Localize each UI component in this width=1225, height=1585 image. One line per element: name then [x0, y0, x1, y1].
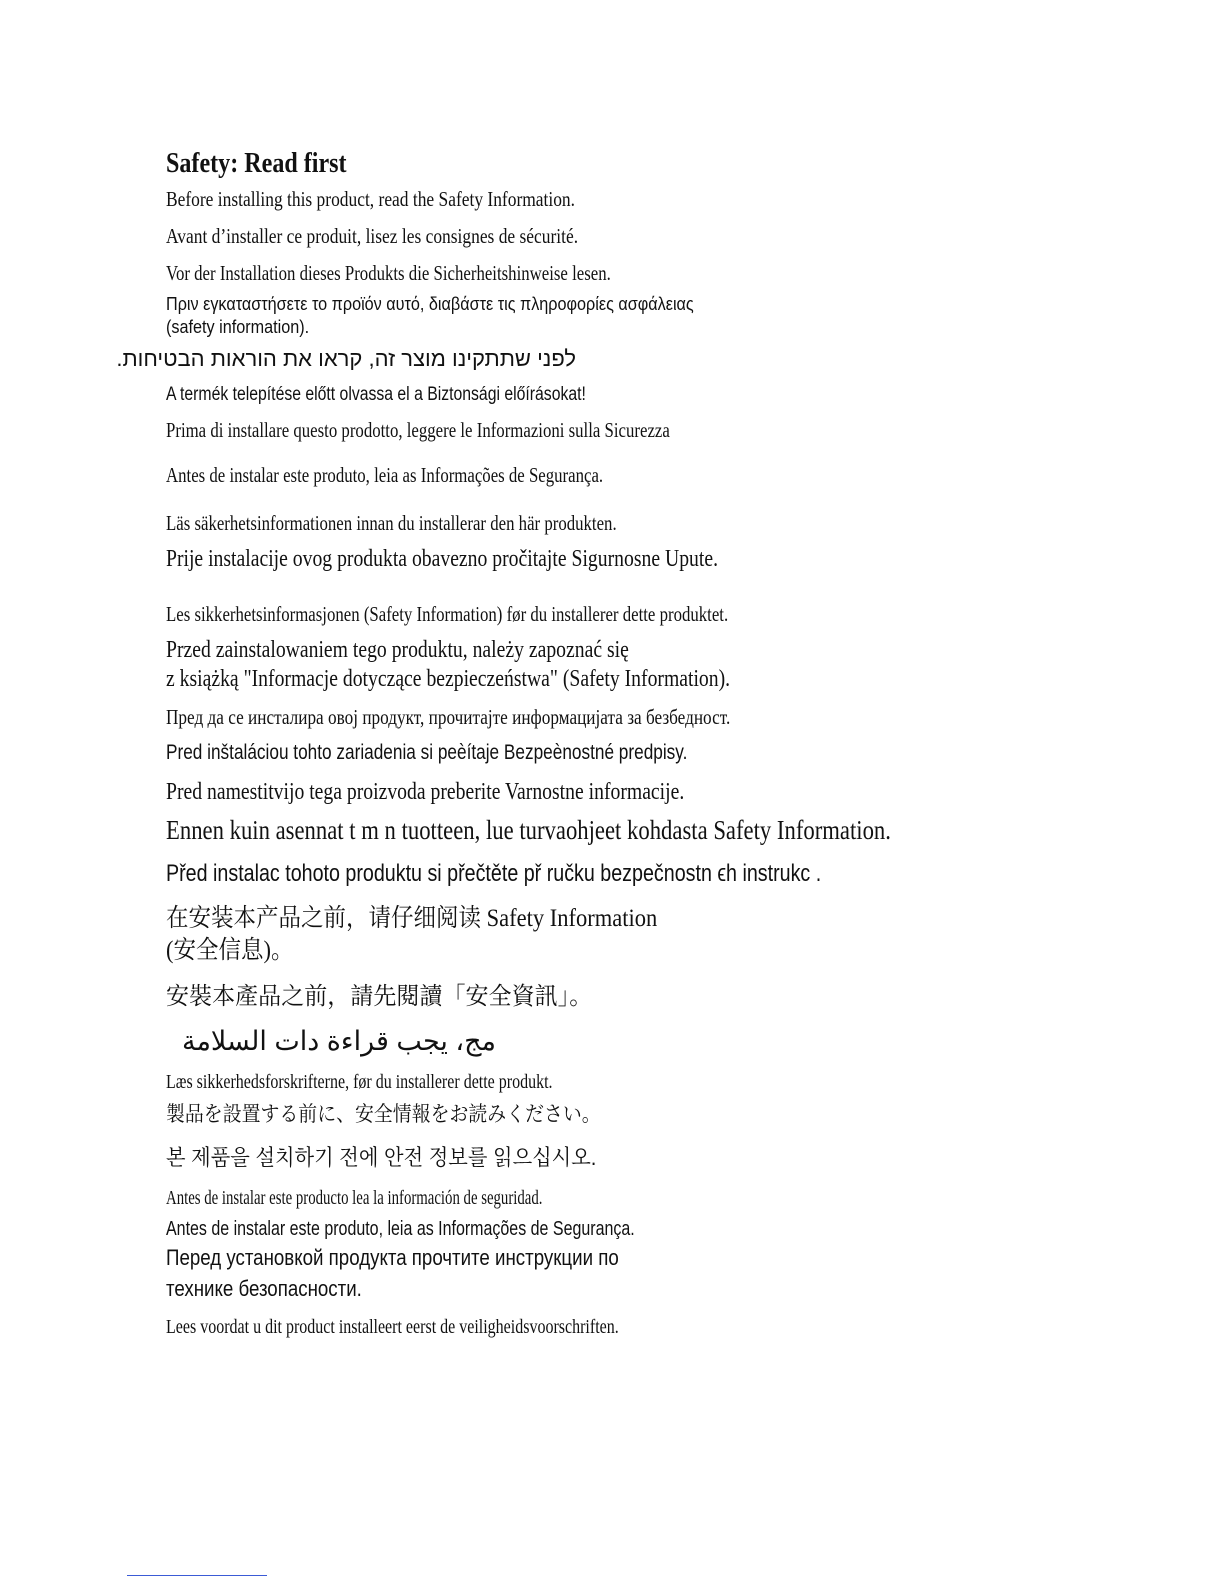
safety-line-finnish: Ennen kuin asennat t m n tuotteen, lue turvaohjeet kohdasta Safety Information. — [166, 815, 891, 845]
safety-line-russian: Перед установкой продукта прочтите инструкции по — [166, 1245, 619, 1270]
safety-line-simplified-chinese-cont: (安全信息)。 — [166, 937, 294, 964]
safety-line-polish-cont: z książką "Informacje dotyczące bezpieczeństwa" (Safety Information). — [166, 666, 731, 692]
safety-line-hebrew: לפני שתתקינו מוצר זה, קראו את הוראות הבטיחות. — [116, 346, 576, 371]
safety-line-danish: Læs sikkerhedsforskrifterne, før du installerer dette produkt. — [166, 1071, 553, 1093]
safety-line-greek: Πριν εγκαταστήσετε το προϊόν αυτό, διαβάστε τις πληροφορίες ασφάλειας — [166, 294, 694, 314]
safety-line-spanish: Antes de instalar este producto lea la información de seguridad. — [166, 1187, 543, 1209]
safety-line-simplified-chinese: 在安装本产品之前，请仔细阅读 Safety Information — [166, 905, 658, 932]
safety-line-arabic: مج، يجب قراءة دات السلامة — [181, 1026, 496, 1056]
page-title: Safety: Read first — [166, 148, 347, 179]
safety-line-german: Vor der Installation dieses Produkts die Sicherheitshinweise lesen. — [166, 261, 611, 285]
footer-rule — [127, 1575, 267, 1576]
safety-line-portuguese: Antes de instalar este produto, leia as Informações de Segurança. — [166, 463, 604, 487]
safety-line-brazilian-portuguese: Antes de instalar este produto, leia as Informações de Segurança. — [166, 1218, 635, 1240]
safety-line-dutch: Lees voordat u dit product installeert eerst de veiligheidsvoorschriften. — [166, 1316, 619, 1338]
safety-line-macedonian: Пред да се инсталира овој продукт, прочитајте информацијата за безбедност. — [166, 705, 731, 729]
safety-line-italian: Prima di installare questo prodotto, leggere le Informazioni sulla Sicurezza — [166, 418, 670, 442]
safety-line-russian-cont: технике безопасности. — [166, 1276, 362, 1301]
safety-line-polish: Przed zainstalowaniem tego produktu, należy zapoznać się — [166, 637, 629, 663]
safety-line-greek-cont: (safety information). — [166, 317, 310, 337]
safety-line-english: Before installing this product, read the Safety Information. — [166, 187, 576, 211]
safety-line-czech: Před instalac tohoto produktu si přečtěte př ručku bezpečnostn ϵh instrukc . — [166, 860, 822, 887]
safety-line-swedish: Läs säkerhetsinformationen innan du installerar den här produkten. — [166, 511, 617, 535]
safety-line-japanese: 製品を設置する前に、安全情報をお読みください。 — [166, 1103, 601, 1126]
safety-line-korean: 본 제품을 설치하기 전에 안전 정보를 읽으십시오. — [166, 1145, 597, 1170]
safety-line-slovak: Pred inštaláciou tohto zariadenia si peèítaje Bezpeènostné predpisy. — [166, 741, 688, 764]
safety-line-french: Avant d’installer ce produit, lisez les consignes de sécurité. — [166, 224, 579, 248]
safety-line-hungarian: A termék telepítése előtt olvassa el a Biztonsági előírásokat! — [166, 384, 586, 405]
safety-line-traditional-chinese: 安裝本產品之前，請先閱讀「安全資訊」。 — [166, 984, 593, 1010]
safety-line-slovenian: Pred namestitvijo tega proizvoda preberite Varnostne informacije. — [166, 779, 685, 805]
safety-line-croatian: Prije instalacije ovog produkta obavezno pročitajte Sigurnosne Upute. — [166, 546, 719, 572]
safety-line-norwegian: Les sikkerhetsinformasjonen (Safety Information) før du installerer dette produktet. — [166, 602, 729, 626]
